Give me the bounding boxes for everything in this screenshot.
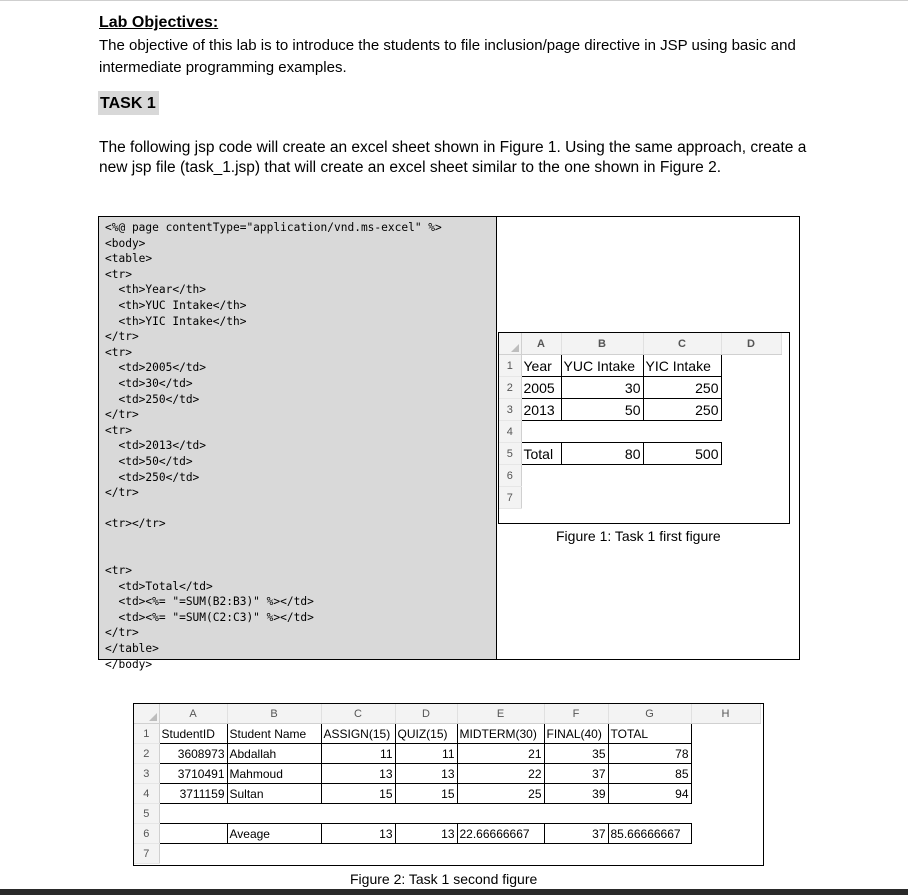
column-header: C: [321, 704, 395, 724]
sheet-cell: 250: [643, 377, 721, 399]
sheet-cell: 500: [643, 443, 721, 465]
code-line: [105, 547, 442, 563]
sheet-cell: Year: [521, 355, 561, 377]
sheet-cell: Abdallah: [227, 744, 321, 764]
sheet-cell: [395, 804, 457, 824]
top-rule: [0, 0, 908, 1]
sheet-cell: 3710491: [159, 764, 227, 784]
row-number: 4: [134, 784, 159, 804]
code-line: </tr>: [105, 486, 139, 500]
sheet-cell: 37: [544, 824, 608, 844]
sheet-cell: [691, 764, 760, 784]
sheet-cell: 15: [395, 784, 457, 804]
select-all-corner: [499, 333, 521, 355]
code-line: <tr>: [105, 345, 132, 359]
code-line: <td>50</td>: [105, 454, 193, 468]
page-heading: Lab Objectives:: [99, 14, 219, 31]
code-line: <tr>: [105, 267, 132, 281]
bottom-bar: [0, 889, 908, 895]
sheet-cell: ASSIGN(15): [321, 724, 395, 744]
sheet-cell: 22: [457, 764, 544, 784]
sheet-row: [134, 764, 760, 784]
sheet-cell: [561, 487, 643, 509]
sheet-cell: [159, 824, 227, 844]
sheet-cell: [608, 804, 691, 824]
sheet-cell: MIDTERM(30): [457, 724, 544, 744]
sheet-cell: Aveage: [227, 824, 321, 844]
code-line: </tr>: [105, 408, 139, 422]
sheet-cell: [321, 844, 395, 864]
code-line: <td>250</td>: [105, 392, 200, 406]
code-line: </tr>: [105, 626, 139, 640]
sheet-cell: [643, 421, 721, 443]
column-header: B: [561, 333, 643, 355]
sheet-cell: 25: [457, 784, 544, 804]
sheet-cell: [561, 421, 643, 443]
sheet-cell: StudentID: [159, 724, 227, 744]
sheet-cell: [457, 804, 544, 824]
column-header: D: [395, 704, 457, 724]
code-line: <td>2013</td>: [105, 439, 207, 453]
sheet-cell: YUC Intake: [561, 355, 643, 377]
sheet-cell: 13: [321, 824, 395, 844]
sheet-cell: [608, 844, 691, 864]
sheet-cell: [721, 465, 781, 487]
sheet-cell: 3608973: [159, 744, 227, 764]
sheet-cell: [691, 784, 760, 804]
sheet-cell: [721, 355, 781, 377]
column-header: D: [721, 333, 781, 355]
code-line: </tr>: [105, 330, 139, 344]
code-line: <body>: [105, 236, 146, 250]
column-header: C: [643, 333, 721, 355]
code-line: <td><%= "=SUM(C2:C3)" %></td>: [105, 610, 314, 624]
sheet-cell: [159, 804, 227, 824]
sheet-cell: 35: [544, 744, 608, 764]
sheet-cell: YIC Intake: [643, 355, 721, 377]
sheet-cell: 80: [561, 443, 643, 465]
sheet-cell: [691, 724, 760, 744]
select-all-corner: [134, 704, 159, 724]
code-line: <table>: [105, 252, 153, 266]
sheet-cell: [227, 844, 321, 864]
sheet-row: [134, 744, 760, 764]
figure-2-frame: [133, 703, 764, 866]
sheet-cell: 50: [561, 399, 643, 421]
sheet-cell: 78: [608, 744, 691, 764]
sheet-row: [499, 487, 781, 509]
sheet-cell: [643, 487, 721, 509]
code-line: [105, 501, 442, 517]
sheet-cell: 2013: [521, 399, 561, 421]
sheet-cell: 94: [608, 784, 691, 804]
column-header: A: [521, 333, 561, 355]
sheet-cell: 15: [321, 784, 395, 804]
sheet-cell: [721, 421, 781, 443]
sheet-cell: [321, 804, 395, 824]
sheet-cell: 37: [544, 764, 608, 784]
figure-2-caption: Figure 2: Task 1 second figure: [350, 871, 538, 887]
sheet-cell: 13: [395, 764, 457, 784]
sheet-cell: [643, 465, 721, 487]
sheet-cell: 3711159: [159, 784, 227, 804]
row-number: 5: [499, 443, 521, 465]
sheet-cell: 2005: [521, 377, 561, 399]
code-line: <td><%= "=SUM(B2:B3)" %></td>: [105, 595, 314, 609]
sheet-cell: Student Name: [227, 724, 321, 744]
row-number: 6: [134, 824, 159, 844]
sheet-cell: 13: [321, 764, 395, 784]
sheet-cell: [721, 377, 781, 399]
row-number: 1: [499, 355, 521, 377]
code-line: </table>: [105, 642, 159, 656]
jsp-code-block: [105, 220, 442, 672]
row-number: 3: [499, 399, 521, 421]
code-pane: [99, 217, 497, 671]
sheet-cell: 22.66666667: [457, 824, 544, 844]
sheet-row: [499, 377, 781, 399]
code-line: <th>Year</th>: [105, 283, 207, 297]
sheet-row: [134, 724, 760, 744]
row-number: 5: [134, 804, 159, 824]
sheet-cell: QUIZ(15): [395, 724, 457, 744]
sheet-cell: 85: [608, 764, 691, 784]
figure-1-caption: Figure 1: Task 1 first figure: [556, 528, 721, 544]
sheet-row: [134, 804, 760, 824]
code-line: <th>YUC Intake</th>: [105, 298, 247, 312]
sheet-row: [134, 844, 760, 864]
sheet-cell: [544, 844, 608, 864]
sheet-cell: [691, 844, 760, 864]
sheet-cell: [159, 844, 227, 864]
code-line: </body>: [105, 657, 153, 671]
row-number: 4: [499, 421, 521, 443]
sheet-row: [134, 824, 760, 844]
code-line: <th>YIC Intake</th>: [105, 314, 247, 328]
sheet-cell: TOTAL: [608, 724, 691, 744]
code-line: <td>Total</td>: [105, 579, 213, 593]
column-header: B: [227, 704, 321, 724]
sheet-cell: [544, 804, 608, 824]
code-line: <%@ page contentType="application/vnd.ms-excel" %>: [105, 221, 442, 234]
sheet-cell: [691, 824, 760, 844]
objective-paragraph: The objective of this lab is to introduce the students to file inclusion/page directive in JSP using basic and intermediate programming examples.: [99, 37, 796, 76]
column-header: F: [544, 704, 608, 724]
sheet-cell: 30: [561, 377, 643, 399]
row-number: 2: [499, 377, 521, 399]
code-line: <tr>: [105, 423, 132, 437]
sheet-cell: [721, 443, 781, 465]
row-number: 6: [499, 465, 521, 487]
sheet-cell: [457, 844, 544, 864]
sheet-cell: 21: [457, 744, 544, 764]
row-number: 1: [134, 724, 159, 744]
column-header: H: [691, 704, 760, 724]
sheet-cell: Sultan: [227, 784, 321, 804]
sheet-cell: [721, 399, 781, 421]
sheet-cell: 39: [544, 784, 608, 804]
sheet-cell: [691, 804, 760, 824]
row-number: 7: [134, 844, 159, 864]
sheet-cell: Total: [521, 443, 561, 465]
sheet-cell: 250: [643, 399, 721, 421]
sheet-cell: 13: [395, 824, 457, 844]
sheet-cell: [395, 844, 457, 864]
sheet-cell: 11: [395, 744, 457, 764]
sheet-row: [499, 443, 781, 465]
sheet-row: [499, 421, 781, 443]
figure-2-spreadsheet: [134, 704, 761, 864]
code-line: <tr></tr>: [105, 517, 166, 531]
sheet-cell: [521, 465, 561, 487]
sheet-row: [499, 465, 781, 487]
sheet-cell: FINAL(40): [544, 724, 608, 744]
sheet-cell: 11: [321, 744, 395, 764]
code-line: [105, 532, 442, 548]
sheet-row: [499, 399, 781, 421]
sheet-cell: [721, 487, 781, 509]
code-line: <td>250</td>: [105, 470, 200, 484]
code-line: <tr>: [105, 564, 132, 578]
sheet-cell: [561, 465, 643, 487]
column-header: A: [159, 704, 227, 724]
code-line: <td>2005</td>: [105, 361, 207, 375]
code-line: <td>30</td>: [105, 376, 193, 390]
sheet-cell: [691, 744, 760, 764]
intro-paragraph: The following jsp code will create an excel sheet shown in Figure 1. Using the same approach, create a new jsp file (task_1.jsp) that will create an excel sheet similar to the one shown in Figure 2.: [99, 139, 807, 176]
figure-1-frame: [498, 332, 790, 524]
sheet-cell: [227, 804, 321, 824]
row-number: 3: [134, 764, 159, 784]
sheet-cell: Mahmoud: [227, 764, 321, 784]
figure-1-spreadsheet: [499, 333, 782, 509]
sheet-row: [499, 355, 781, 377]
task-label: TASK 1: [98, 91, 159, 115]
sheet-cell: [521, 421, 561, 443]
sheet-cell: [521, 487, 561, 509]
sheet-cell: 85.66666667: [608, 824, 691, 844]
row-number: 2: [134, 744, 159, 764]
column-header: E: [457, 704, 544, 724]
sheet-row: [134, 784, 760, 804]
column-header: G: [608, 704, 691, 724]
row-number: 7: [499, 487, 521, 509]
